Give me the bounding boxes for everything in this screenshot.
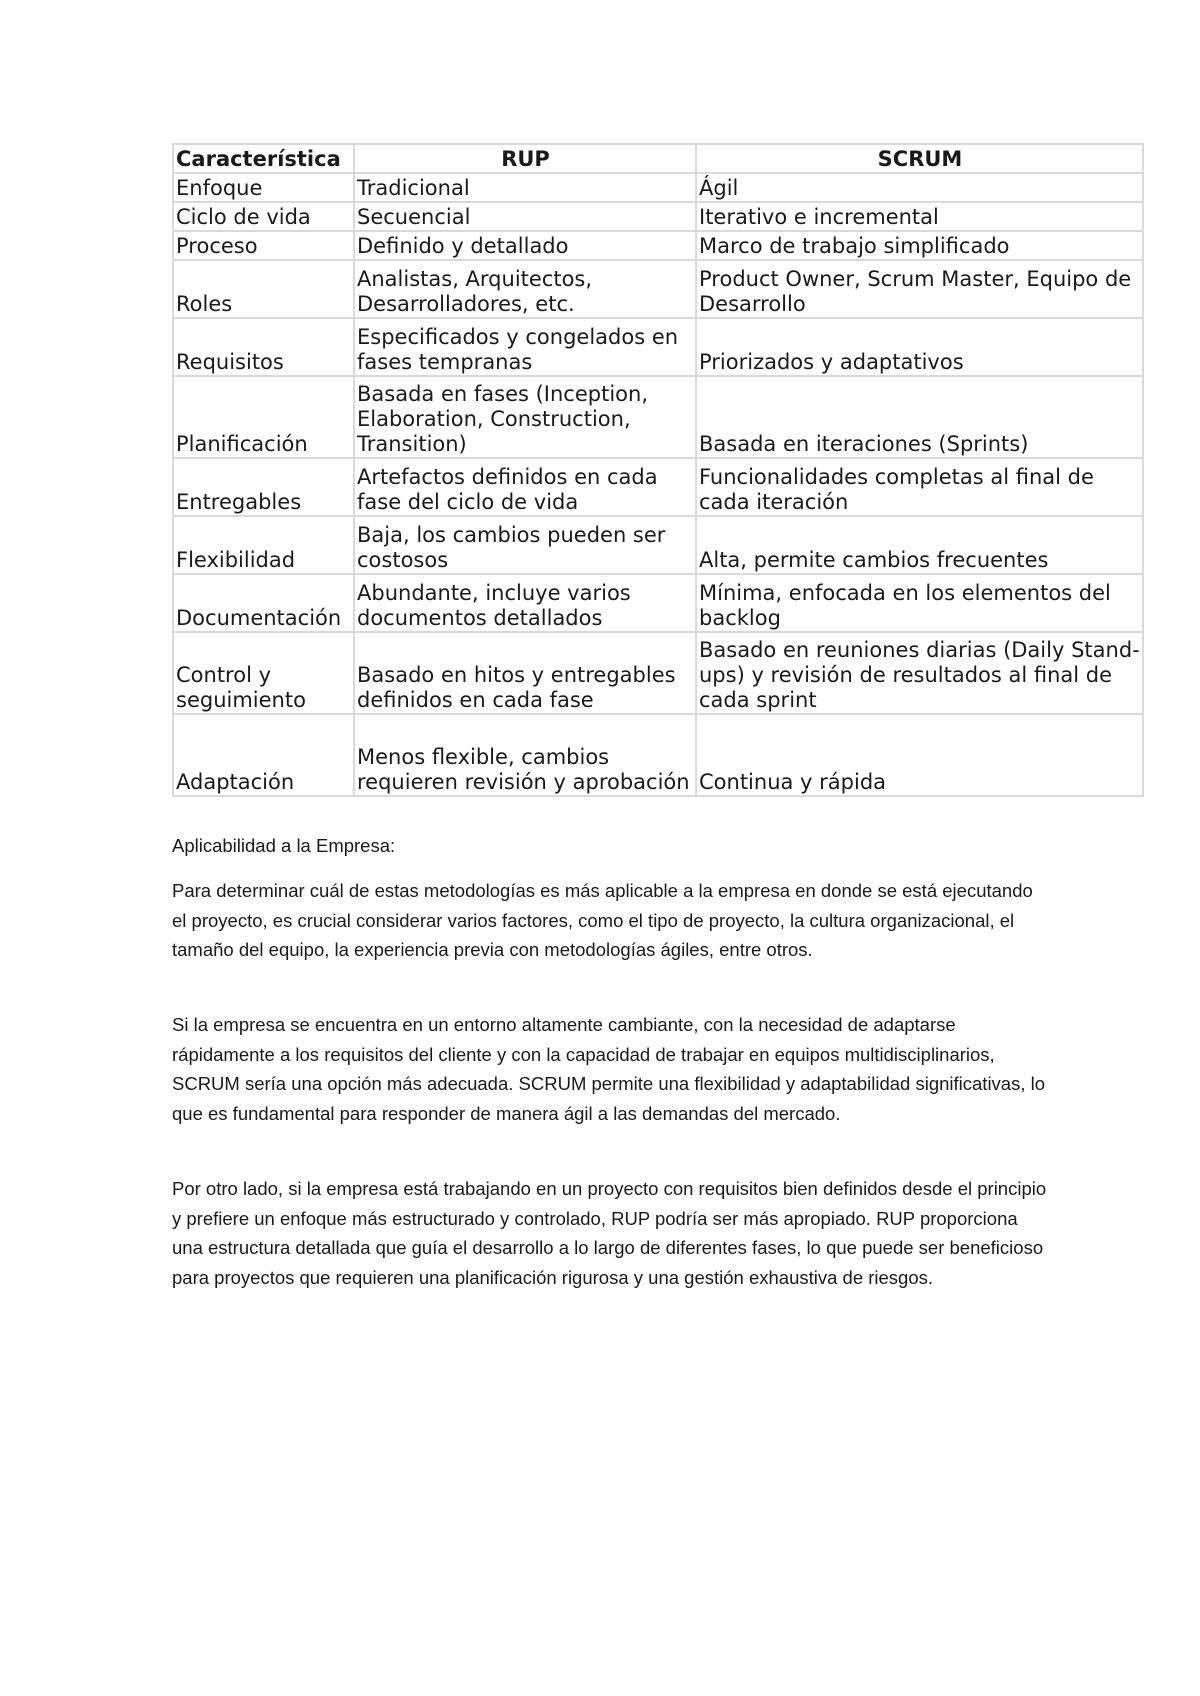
comparison-table bbox=[172, 143, 1144, 797]
table-row bbox=[173, 632, 1143, 714]
scrum-cell: Continua y rápida bbox=[696, 714, 1143, 796]
scrum-cell: Marco de trabajo simplificado bbox=[696, 231, 1143, 260]
table-row bbox=[173, 574, 1143, 632]
row-label: Documentación bbox=[173, 574, 354, 632]
scrum-cell: Basado en reuniones diarias (Daily Stand-ups) y revisión de resultados al final de cada sprint bbox=[696, 632, 1143, 714]
scrum-cell: Iterativo e incremental bbox=[696, 202, 1143, 231]
row-label: Proceso bbox=[173, 231, 354, 260]
rup-cell: Artefactos definidos en cada fase del ciclo de vida bbox=[354, 458, 696, 516]
table-row bbox=[173, 173, 1143, 202]
rup-cell: Definido y detallado bbox=[354, 231, 696, 260]
header-scrum: SCRUM bbox=[696, 144, 1143, 173]
table-row bbox=[173, 458, 1143, 516]
row-label: Flexibilidad bbox=[173, 516, 354, 574]
paragraph-scrum: Si la empresa se encuentra en un entorno altamente cambiante, con la necesidad de adaptarse rápidamente a los requisitos del cliente y con la capacidad de trabajar en equipos multidisciplinarios, SCRUM sería una opción más adecuada. SCRUM permite una flexibilidad y adaptabilidad significativas, lo que es fundamental para responder de manera ágil a las demandas del mercado. bbox=[172, 1014, 1046, 1124]
table-row bbox=[173, 202, 1143, 231]
scrum-cell: Funcionalidades completas al final de cada iteración bbox=[696, 458, 1143, 516]
scrum-cell: Priorizados y adaptativos bbox=[696, 318, 1143, 376]
header-caracteristica: Característica bbox=[173, 144, 354, 173]
scrum-cell: Ágil bbox=[696, 173, 1143, 202]
scrum-cell: Mínima, enfocada en los elementos del backlog bbox=[696, 574, 1143, 632]
paragraph-factors: Para determinar cuál de estas metodologías es más aplicable a la empresa en donde se está ejecutando el proyecto, es crucial considerar varios factores, como el tipo de proyecto, la cultura organizacional, el tamaño del equipo, la experiencia previa con metodologías ágiles, entre otros. bbox=[172, 880, 1033, 960]
header-rup: RUP bbox=[354, 144, 696, 173]
table-row bbox=[173, 231, 1143, 260]
rup-cell: Abundante, incluye varios documentos detallados bbox=[354, 574, 696, 632]
row-label: Roles bbox=[173, 260, 354, 318]
row-label: Control y seguimiento bbox=[173, 632, 354, 714]
row-label: Adaptación bbox=[173, 714, 354, 796]
scrum-cell: Basada en iteraciones (Sprints) bbox=[696, 376, 1143, 458]
rup-cell: Analistas, Arquitectos, Desarrolladores, etc. bbox=[354, 260, 696, 318]
table-row bbox=[173, 714, 1143, 796]
table-row bbox=[173, 516, 1143, 574]
rup-cell: Basada en fases (Inception, Elaboration, Construction, Transition) bbox=[354, 376, 696, 458]
rup-cell: Tradicional bbox=[354, 173, 696, 202]
section-heading: Aplicabilidad a la Empresa: bbox=[172, 835, 396, 856]
row-label: Entregables bbox=[173, 458, 354, 516]
table-row bbox=[173, 376, 1143, 458]
row-label: Planificación bbox=[173, 376, 354, 458]
paragraph-rup: Por otro lado, si la empresa está trabajando en un proyecto con requisitos bien definidos desde el principio y prefiere un enfoque más estructurado y controlado, RUP podría ser más apropiado. RUP proporciona una estructura detallada que guía el desarrollo a lo largo de diferentes fases, lo que puede ser beneficioso para proyectos que requieren una planificación rigurosa y una gestión exhaustiva de riesgos. bbox=[172, 1178, 1047, 1288]
scrum-cell: Alta, permite cambios frecuentes bbox=[696, 516, 1143, 574]
table-row bbox=[173, 260, 1143, 318]
table-header-row bbox=[173, 144, 1143, 173]
row-label: Ciclo de vida bbox=[173, 202, 354, 231]
row-label: Enfoque bbox=[173, 173, 354, 202]
table-row bbox=[173, 318, 1143, 376]
scrum-cell: Product Owner, Scrum Master, Equipo de Desarrollo bbox=[696, 260, 1143, 318]
rup-cell: Basado en hitos y entregables definidos en cada fase bbox=[354, 632, 696, 714]
rup-cell: Especificados y congelados en fases tempranas bbox=[354, 318, 696, 376]
row-label: Requisitos bbox=[173, 318, 354, 376]
rup-cell: Baja, los cambios pueden ser costosos bbox=[354, 516, 696, 574]
rup-cell: Secuencial bbox=[354, 202, 696, 231]
rup-cell: Menos flexible, cambios requieren revisión y aprobación bbox=[354, 714, 696, 796]
